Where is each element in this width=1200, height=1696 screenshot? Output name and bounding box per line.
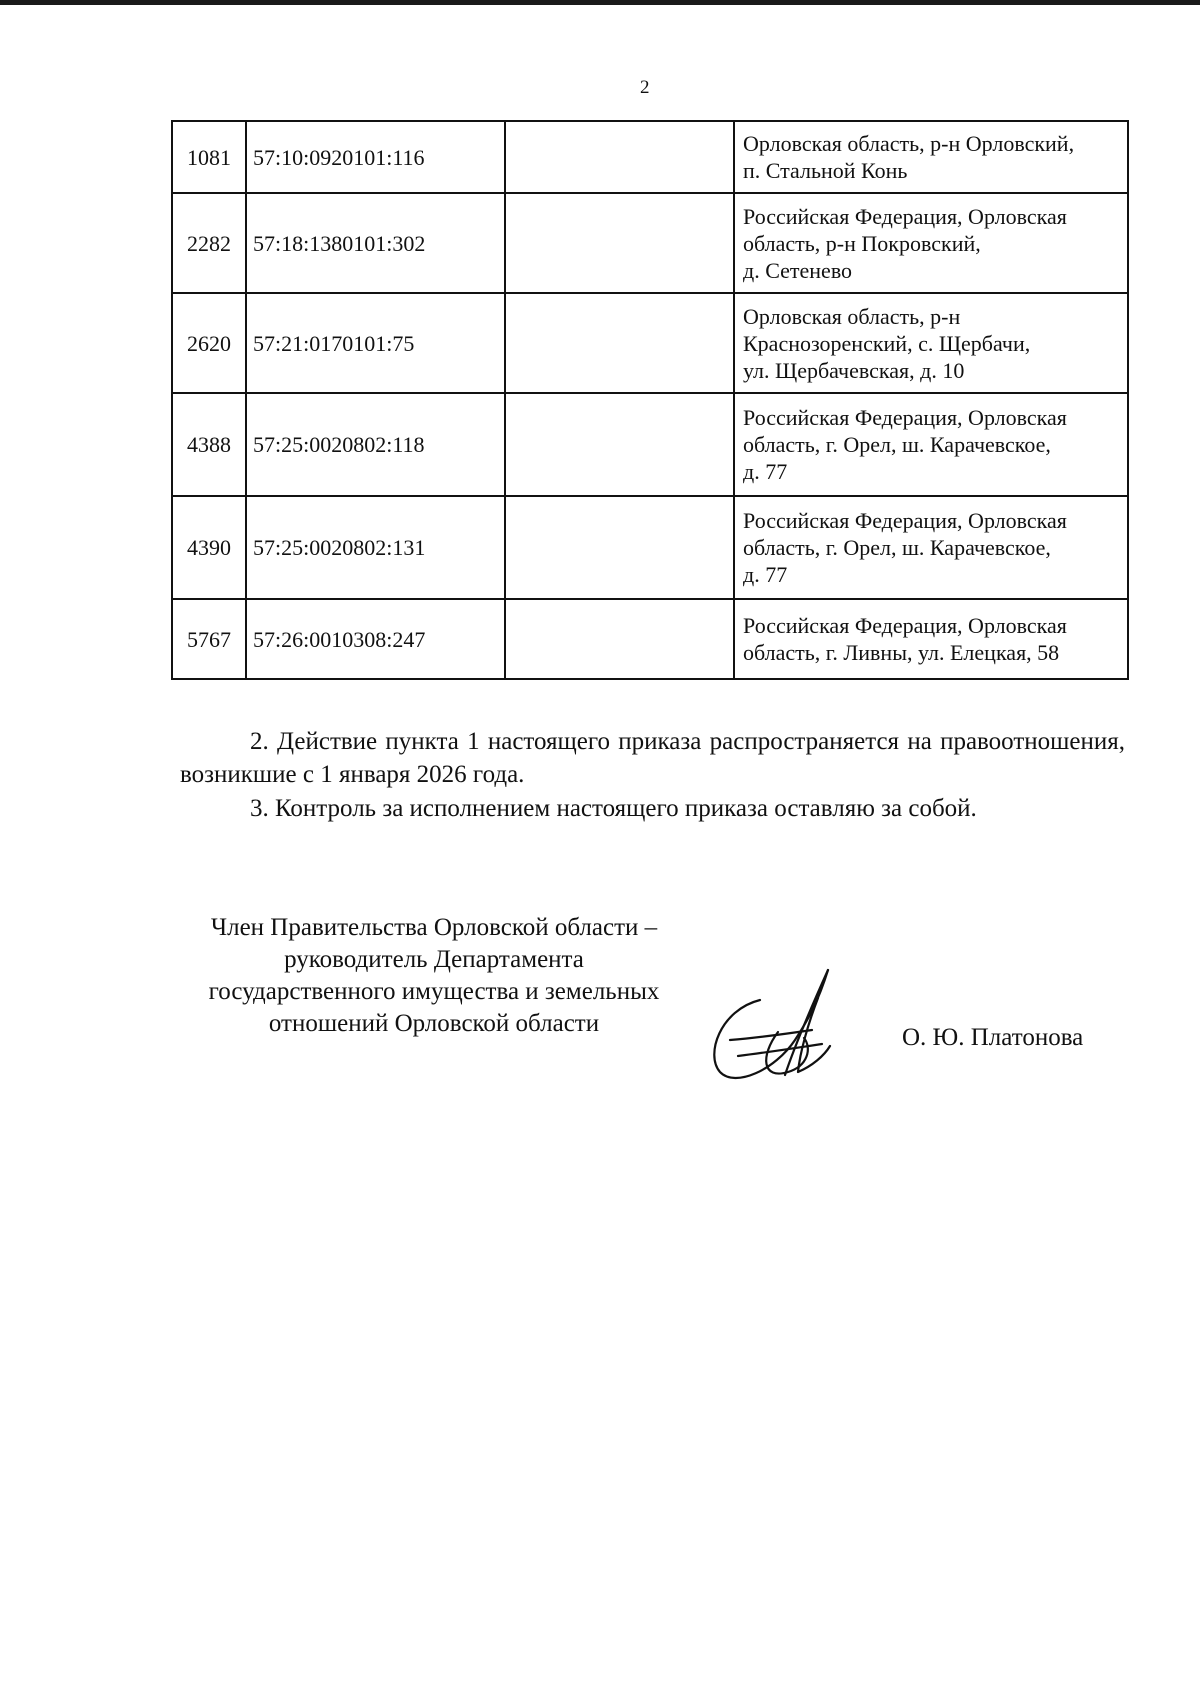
position-line: руководитель Департамента (284, 946, 584, 973)
empty-cell (505, 496, 734, 599)
row-number: 5767 (172, 599, 246, 679)
address-line: д. 77 (743, 459, 788, 484)
address-cell (734, 496, 1128, 599)
empty-cell (505, 599, 734, 679)
address-line: Российская Федерация, Орловская (743, 613, 1067, 638)
cadastral-number: 57:26:0010308:247 (246, 599, 505, 679)
address-cell (734, 193, 1128, 293)
address-line: Орловская область, р-н Орловский, (743, 131, 1075, 156)
address-line: область, р-н Покровский, (743, 230, 981, 256)
table-row (172, 496, 1128, 599)
row-number: 1081 (172, 121, 246, 193)
address-line: Российская Федерация, Орловская (743, 203, 1067, 229)
cadastral-number: 57:10:0920101:116 (246, 121, 505, 193)
cadastral-number: 57:18:1380101:302 (246, 193, 505, 293)
table-row (172, 599, 1128, 679)
address-cell (734, 121, 1128, 193)
handwritten-signature (700, 960, 850, 1090)
address-cell (734, 599, 1128, 679)
address-line: Российская Федерация, Орловская (743, 508, 1067, 533)
address-cell (734, 393, 1128, 496)
table-row (172, 393, 1128, 496)
address-line: Российская Федерация, Орловская (743, 405, 1067, 430)
table-row (172, 121, 1128, 193)
table-row (172, 293, 1128, 393)
address-line: область, г. Орел, ш. Карачевское, (743, 535, 1051, 560)
address-line: Орловская область, р-н (743, 303, 961, 329)
paragraph-3: 3. Контроль за исполнением настоящего приказа оставляю за собой. (250, 795, 977, 822)
property-table (171, 120, 1129, 680)
address-line: область, г. Орел, ш. Карачевское, (743, 432, 1051, 457)
empty-cell (505, 393, 734, 496)
cadastral-number: 57:25:0020802:118 (246, 393, 505, 496)
row-number: 4390 (172, 496, 246, 599)
row-number: 2282 (172, 193, 246, 293)
address-cell (734, 293, 1128, 393)
position-line: отношений Орловской области (268, 1010, 600, 1037)
empty-cell (505, 193, 734, 293)
address-line: д. 77 (743, 562, 788, 587)
position-line: Член Правительства Орловской области – (210, 914, 658, 941)
row-number: 4388 (172, 393, 246, 496)
cadastral-number: 57:25:0020802:131 (246, 496, 505, 599)
scan-top-edge (0, 0, 1200, 5)
paragraph-2: 2. Действие пункта 1 настоящего приказа распространяется на правоотношения, возникшие с 1 января 2026 года. (180, 728, 1125, 788)
address-line: Краснозоренский, с. Щербачи, (743, 330, 1031, 356)
address-line: д. Сетенево (743, 257, 853, 283)
table-body (172, 121, 1128, 679)
page-number: 2 (640, 77, 650, 98)
position-line: государственного имущества и земельных (208, 978, 660, 1005)
cadastral-number: 57:21:0170101:75 (246, 293, 505, 393)
empty-cell (505, 293, 734, 393)
address-line: п. Стальной Конь (743, 158, 908, 183)
table-row (172, 193, 1128, 293)
address-line: ул. Щербачевская, д. 10 (743, 357, 965, 383)
signer-position (170, 912, 698, 1040)
empty-cell (505, 121, 734, 193)
signer-name: О. Ю. Платонова (902, 1024, 1084, 1051)
address-line: область, г. Ливны, ул. Елецкая, 58 (743, 640, 1060, 665)
row-number: 2620 (172, 293, 246, 393)
